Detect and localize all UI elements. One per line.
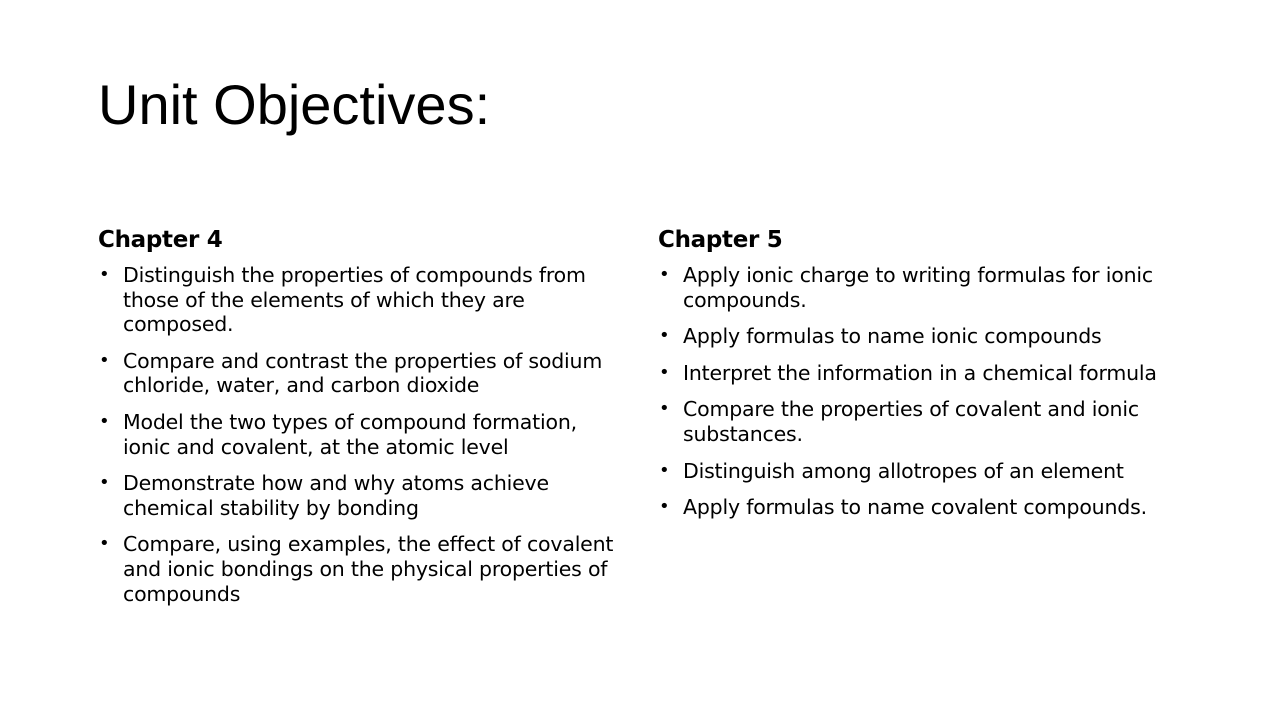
bullet-icon: • — [99, 533, 110, 555]
objective-text: Apply formulas to name ionic compounds — [683, 324, 1102, 349]
objective-item — [98, 263, 628, 337]
bullet-icon: • — [99, 410, 110, 432]
bullet-icon: • — [659, 496, 670, 518]
bullet-icon: • — [99, 472, 110, 494]
objective-text: Interpret the information in a chemical formula — [683, 360, 1157, 385]
objective-item — [98, 471, 628, 520]
chapter-5-column — [658, 223, 1198, 532]
objective-text: Compare the properties of covalent and ionic substances. — [683, 397, 1139, 446]
objective-text: Distinguish the properties of compounds from those of the elements of which they are composed. — [123, 263, 586, 337]
chapter-5-heading: Chapter 5 — [658, 227, 783, 253]
chapter-4-objectives-list — [98, 263, 628, 606]
objective-text: Compare, using examples, the effect of covalent and ionic bondings on the physical properties of compounds — [123, 532, 614, 606]
objective-text: Apply ionic charge to writing formulas for ionic compounds. — [683, 263, 1153, 312]
objective-item — [658, 263, 1198, 312]
objective-item — [658, 324, 1198, 349]
objective-item — [658, 495, 1198, 520]
chapter-4-heading: Chapter 4 — [98, 227, 223, 253]
objective-text: Compare and contrast the properties of sodium chloride, water, and carbon dioxide — [123, 348, 603, 398]
bullet-icon: • — [659, 264, 670, 285]
objective-text: Apply formulas to name covalent compounds. — [683, 495, 1147, 520]
bullet-icon: • — [659, 398, 670, 420]
objective-item — [658, 397, 1198, 446]
objective-text: Demonstrate how and why atoms achieve chemical stability by bonding — [123, 471, 549, 520]
bullet-icon: • — [659, 459, 670, 481]
objective-text: Distinguish among allotropes of an element — [683, 458, 1124, 483]
objective-item — [98, 349, 628, 398]
objective-item — [658, 361, 1198, 386]
bullet-icon: • — [99, 349, 110, 371]
chapter-4-column — [98, 223, 628, 618]
chapter-5-objectives-list — [658, 263, 1198, 520]
objective-text: Model the two types of compound formation, ionic and covalent, at the atomic level — [123, 409, 577, 459]
slide-title: Unit Objectives: — [98, 73, 491, 136]
objective-item — [98, 532, 628, 606]
objective-item — [98, 410, 628, 459]
bullet-icon: • — [659, 325, 670, 347]
bullet-icon: • — [99, 264, 110, 285]
objective-item — [658, 459, 1198, 484]
bullet-icon: • — [659, 361, 670, 383]
